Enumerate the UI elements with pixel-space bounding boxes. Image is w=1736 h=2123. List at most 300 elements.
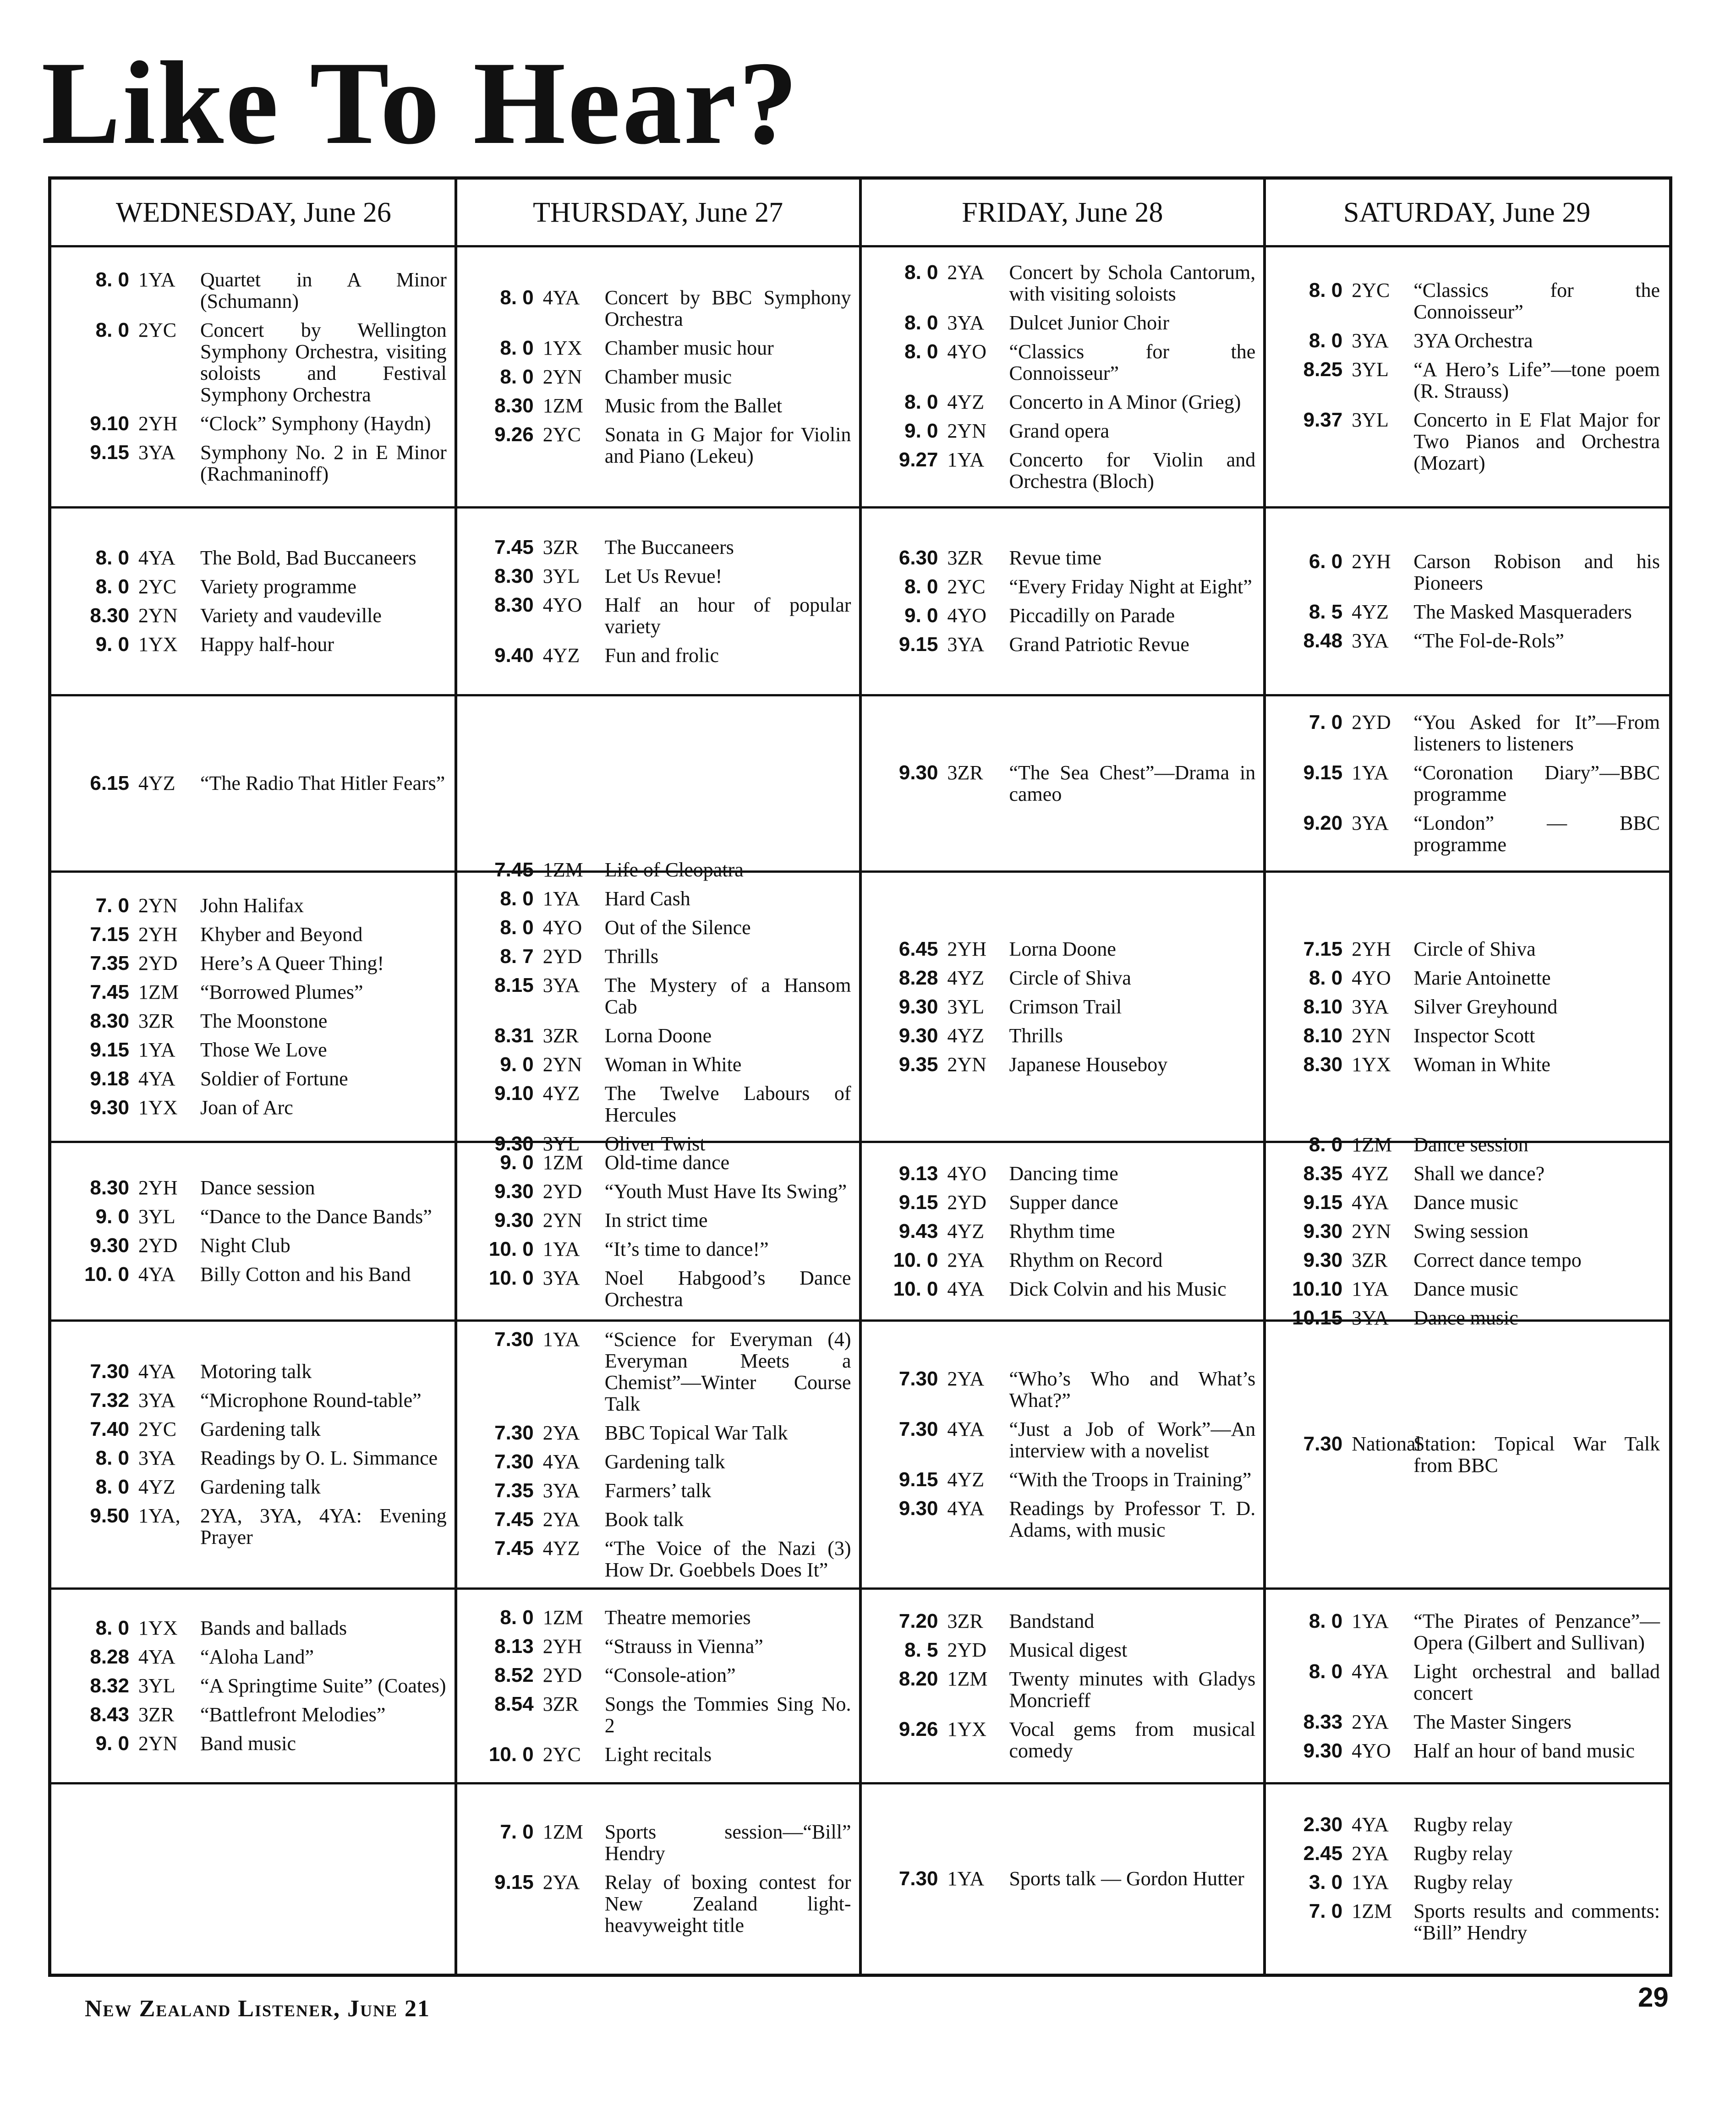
entry-time: 8.15 — [494, 974, 534, 996]
entry-programme: Light orchestral and ballad concert — [1413, 1660, 1660, 1704]
entry-programme: Variety and vaudeville — [200, 604, 382, 627]
programme-entry — [465, 1664, 851, 1686]
programme-entry — [1274, 1025, 1660, 1046]
programme-entry — [1274, 1711, 1660, 1733]
programme-entry — [465, 1744, 851, 1765]
programme-entry — [465, 1329, 851, 1415]
entry-time: 9. 0 — [95, 633, 129, 656]
programme-entry — [870, 938, 1256, 960]
entry-station: 2YA — [947, 1248, 985, 1271]
entry-station: 2YH — [138, 1176, 178, 1199]
programme-entry — [60, 576, 447, 597]
entry-station: 1ZM — [947, 1667, 988, 1690]
entry-time: 8. 0 — [1309, 1133, 1343, 1156]
programme-entry — [465, 1209, 851, 1231]
entry-time: 8.32 — [90, 1674, 129, 1697]
entry-time: 8. 0 — [500, 887, 534, 910]
entry-programme: 3YA Orchestra — [1413, 329, 1533, 352]
entry-programme: “Coronation Diary”—BBC programme — [1413, 761, 1660, 805]
entry-programme: Songs the Tommies Sing No. 2 — [604, 1692, 851, 1737]
entry-station: 2YH — [542, 1635, 582, 1658]
programme-entry — [870, 576, 1256, 597]
entry-programme: BBC Topical War Talk — [604, 1421, 788, 1444]
entry-station: 2YN — [138, 1732, 178, 1755]
entry-time: 7.20 — [898, 1609, 938, 1632]
entry-time: 7.30 — [494, 1328, 534, 1351]
entry-time: 8. 0 — [95, 575, 129, 598]
entry-programme: Concert by Schola Cantorum, with visiting soloists — [1009, 261, 1256, 305]
programme-entry — [1274, 279, 1660, 323]
entry-station: 4YA — [542, 286, 580, 309]
entry-programme: “It’s time to dance!” — [604, 1238, 769, 1260]
entry-station: 3ZR — [1352, 1248, 1388, 1271]
entry-programme: Readings by Professor T. D. Adams, with music — [1009, 1497, 1256, 1541]
programme-entry — [1274, 1661, 1660, 1704]
entry-station: 4YA — [947, 1497, 985, 1520]
entry-programme: Dance music — [1413, 1191, 1518, 1214]
entry-time: 9.30 — [1303, 1220, 1343, 1242]
programme-entry — [60, 605, 447, 626]
entry-time: 8. 0 — [95, 1617, 129, 1639]
entry-programme: Dulcet Junior Choir — [1009, 311, 1170, 334]
programme-entry — [465, 366, 851, 388]
entry-time: 8.28 — [898, 966, 938, 989]
programme-entry — [465, 424, 851, 467]
entry-time: 9.15 — [1303, 1191, 1343, 1214]
programme-entry — [465, 1509, 851, 1530]
entry-station: 4YO — [947, 340, 987, 363]
entry-station: 1YA — [138, 268, 175, 291]
programme-section — [458, 697, 859, 870]
entry-station: 2YD — [1352, 711, 1391, 733]
entry-time: 9.10 — [90, 412, 129, 435]
programme-entry — [465, 1238, 851, 1260]
entry-station: 4YZ — [138, 772, 175, 794]
programme-section — [1266, 248, 1667, 505]
entry-time: 7.30 — [898, 1368, 938, 1390]
programme-entry — [465, 536, 851, 558]
entry-station: 3YA — [1352, 811, 1389, 834]
entry-station: 2YC — [1352, 279, 1390, 301]
entry-time: 7.15 — [1303, 937, 1343, 960]
entry-programme: Joan of Arc — [200, 1096, 293, 1119]
programme-entry — [465, 1607, 851, 1628]
entry-time: 9.27 — [898, 448, 938, 471]
programme-section — [458, 248, 859, 505]
programme-entry — [465, 859, 851, 881]
programme-entry — [870, 996, 1256, 1018]
programme-section — [53, 873, 454, 1140]
programme-entry — [1274, 330, 1660, 351]
entry-time: 9.18 — [90, 1067, 129, 1090]
programme-entry — [465, 1693, 851, 1736]
entry-station: 3ZR — [138, 1010, 175, 1032]
entry-programme: Swing session — [1413, 1220, 1528, 1242]
programme-entry — [870, 341, 1256, 384]
entry-programme: Vocal gems from musical comedy — [1009, 1718, 1256, 1762]
entry-programme: Circle of Shiva — [1009, 966, 1131, 989]
entry-station: 2YN — [947, 1053, 987, 1076]
entry-station: 1YA — [542, 887, 580, 910]
entry-station: 2YN — [138, 894, 178, 917]
entry-time: 8. 0 — [1309, 966, 1343, 989]
entry-time: 9.30 — [494, 1180, 534, 1203]
entry-station: 4YZ — [947, 390, 985, 413]
programme-entry — [60, 1418, 447, 1440]
entry-time: 7. 0 — [1309, 1899, 1343, 1922]
programme-entry — [870, 420, 1256, 442]
programme-entry — [60, 1097, 447, 1118]
programme-entry — [1274, 996, 1660, 1018]
entry-station: 1YX — [138, 1096, 178, 1119]
entry-station: 2YH — [1352, 550, 1391, 573]
entry-time: 8.13 — [494, 1635, 534, 1658]
entry-time: 9.30 — [494, 1209, 534, 1231]
entry-station: 1YA — [138, 1039, 175, 1061]
programme-entry — [1274, 1054, 1660, 1075]
entry-station: 4YA — [138, 1360, 175, 1383]
programme-entry — [60, 1039, 447, 1061]
programme-entry — [870, 1025, 1256, 1046]
row-divider — [51, 506, 1669, 509]
entry-programme: Gardening talk — [604, 1450, 725, 1473]
entry-programme: Those We Love — [200, 1039, 327, 1061]
entry-station: 4YA — [1352, 1813, 1389, 1836]
entry-station: 1ZM — [542, 1606, 583, 1629]
entry-time: 10. 0 — [893, 1248, 938, 1271]
programme-section — [458, 1785, 859, 1972]
programme-entry — [60, 1264, 447, 1285]
entry-time: 6.45 — [898, 937, 938, 960]
programme-section — [53, 697, 454, 870]
entry-programme: Variety programme — [200, 575, 356, 598]
entry-time: 10.15 — [1292, 1306, 1343, 1329]
entry-time: 6.15 — [90, 772, 129, 794]
entry-time: 9. 0 — [500, 1053, 534, 1076]
entry-programme: The Moonstone — [200, 1010, 328, 1032]
entry-programme: Hard Cash — [604, 887, 690, 910]
entry-time: 8. 0 — [904, 390, 938, 413]
entry-programme: Here’s A Queer Thing! — [200, 952, 384, 974]
entry-time: 7.30 — [1303, 1432, 1343, 1455]
entry-programme: Station: Topical War Talk from BBC — [1413, 1432, 1660, 1477]
entry-programme: “Who’s Who and What’s What?” — [1009, 1368, 1256, 1412]
entry-programme: Sonata in G Major for Violin and Piano (Lekeu) — [604, 423, 851, 467]
entry-time: 9. 0 — [95, 1732, 129, 1755]
entry-station: 4YZ — [947, 966, 985, 989]
entry-time: 8.31 — [494, 1024, 534, 1047]
entry-time: 8.10 — [1303, 1024, 1343, 1047]
entry-time: 9. 0 — [95, 1205, 129, 1228]
entry-station: 4YA — [138, 1263, 175, 1286]
entry-programme: Sports session—“Bill” Hendry — [604, 1820, 851, 1865]
entry-station: 2YA — [947, 1368, 985, 1390]
entry-time: 9.15 — [90, 1039, 129, 1061]
programme-entry — [870, 1368, 1256, 1411]
programme-entry — [870, 967, 1256, 989]
programme-section — [1266, 1322, 1667, 1587]
entry-station: 2YH — [138, 412, 178, 435]
entry-time: 9. 0 — [500, 1151, 534, 1174]
programme-entry — [1274, 1192, 1660, 1213]
entry-station: 3YL — [542, 1132, 580, 1155]
entry-time: 8.35 — [1303, 1162, 1343, 1185]
entry-programme: “The Radio That Hitler Fears” — [200, 772, 445, 794]
programme-entry — [1274, 1220, 1660, 1242]
entry-station: 3YA — [542, 1267, 580, 1289]
programme-entry — [870, 391, 1256, 413]
entry-programme: Music from the Ballet — [604, 394, 783, 417]
entry-programme: Band music — [200, 1732, 296, 1755]
entry-programme: “Classics for the Connoisseur” — [1413, 279, 1660, 323]
programme-entry — [870, 547, 1256, 569]
entry-station: 2YD — [542, 945, 582, 968]
entry-station: 1ZM — [1352, 1899, 1392, 1922]
entry-time: 7.45 — [90, 981, 129, 1003]
entry-time: 7.40 — [90, 1418, 129, 1440]
entry-station: 2YD — [542, 1663, 582, 1686]
entry-station: 3ZR — [138, 1703, 175, 1726]
entry-time: 9.40 — [494, 644, 534, 667]
programme-entry — [465, 1422, 851, 1444]
entry-time: 8.30 — [90, 604, 129, 627]
entry-station: 4YZ — [947, 1468, 985, 1491]
entry-programme: Marie Antoinette — [1413, 966, 1551, 989]
programme-section — [862, 1590, 1263, 1781]
programme-entry — [1274, 1843, 1660, 1864]
entry-time: 7.45 — [494, 858, 534, 881]
programme-entry — [465, 888, 851, 909]
entry-station: 3ZR — [947, 547, 983, 569]
entry-station: 4YA — [542, 1450, 580, 1473]
entry-programme: Concert by Wellington Symphony Orchestra, visiting soloists and Festival Symphony Orchestra — [200, 318, 447, 406]
entry-programme: Twenty minutes with Gladys Moncrieff — [1009, 1667, 1256, 1712]
programme-entry — [465, 1025, 851, 1046]
entry-programme: “Classics for the Connoisseur” — [1009, 340, 1256, 384]
programme-entry — [60, 1068, 447, 1089]
entry-time: 8.30 — [90, 1010, 129, 1032]
programme-section — [862, 248, 1263, 505]
entry-time: 8.43 — [90, 1703, 129, 1726]
entry-station: 4YA — [947, 1418, 985, 1440]
programme-section — [53, 1322, 454, 1587]
programme-section — [53, 1144, 454, 1319]
entry-time: 8.28 — [90, 1646, 129, 1668]
entry-programme: Relay of boxing contest for New Zealand light-heavyweight title — [604, 1871, 851, 1937]
entry-time: 7.35 — [90, 952, 129, 974]
entry-station: 4YZ — [947, 1024, 985, 1047]
entry-programme: “Every Friday Night at Eight” — [1009, 575, 1252, 598]
programme-entry — [1274, 1163, 1660, 1184]
programme-section — [53, 1590, 454, 1781]
programme-entry — [870, 1418, 1256, 1461]
entry-programme: Bandstand — [1009, 1609, 1095, 1632]
entry-programme: Night Club — [200, 1234, 290, 1257]
entry-time: 9.30 — [494, 1132, 534, 1155]
entry-time: 8.20 — [898, 1667, 938, 1690]
programme-section — [458, 1322, 859, 1587]
entry-programme: Correct dance tempo — [1413, 1248, 1582, 1271]
entry-time: 8. 0 — [500, 1606, 534, 1629]
entry-programme: “With the Troops in Training” — [1009, 1468, 1252, 1491]
entry-programme: “Borrowed Plumes” — [200, 981, 363, 1003]
entry-station: 1YA, — [138, 1505, 181, 1527]
entry-programme: “You Asked for It”—From listeners to listeners — [1413, 711, 1660, 755]
programme-entry — [60, 1476, 447, 1498]
programme-entry — [1274, 967, 1660, 989]
programme-section — [1266, 509, 1667, 693]
programme-entry — [60, 1646, 447, 1668]
programme-entry — [465, 337, 851, 359]
entry-programme: Shall we dance? — [1413, 1162, 1545, 1185]
entry-time: 9.26 — [898, 1718, 938, 1740]
entry-programme: “Just a Job of Work”—An interview with a novelist — [1009, 1418, 1256, 1462]
entry-programme: Piccadilly on Parade — [1009, 604, 1175, 627]
entry-programme: Woman in White — [604, 1053, 742, 1076]
entry-station: 3YA — [138, 441, 175, 464]
programme-entry — [870, 1610, 1256, 1632]
programme-entry — [60, 442, 447, 485]
programme-entry — [1274, 1740, 1660, 1762]
entry-time: 9.15 — [898, 1468, 938, 1491]
entry-programme: Chamber music hour — [604, 336, 774, 359]
entry-station: 4YZ — [1352, 601, 1389, 623]
entry-time: 10. 0 — [488, 1238, 534, 1260]
entry-programme: Chamber music — [604, 365, 732, 388]
day-header: THURSDAY, June 27 — [533, 197, 783, 228]
entry-station: 1ZM — [542, 1151, 583, 1174]
programme-section — [458, 509, 859, 693]
programme-entry — [465, 1152, 851, 1173]
programme-entry — [60, 1675, 447, 1696]
programme-section — [862, 1322, 1263, 1587]
entry-time: 8. 0 — [95, 1447, 129, 1469]
programme-entry — [1274, 1278, 1660, 1300]
entry-station: 3YA — [138, 1447, 175, 1469]
entry-time: 8. 0 — [1309, 329, 1343, 352]
entry-station: 4YZ — [542, 644, 580, 667]
entry-time: 8. 0 — [904, 261, 938, 284]
programme-section — [1266, 1133, 1667, 1329]
entry-programme: Soldier of Fortune — [200, 1067, 348, 1090]
entry-time: 9.30 — [90, 1234, 129, 1257]
entry-station: 2YC — [542, 1743, 581, 1766]
programme-entry — [60, 1733, 447, 1754]
programme-entry — [60, 924, 447, 945]
entry-programme: Life of Cleopatra — [604, 858, 744, 881]
entry-time: 7.30 — [90, 1360, 129, 1383]
entry-time: 8. 0 — [500, 286, 534, 309]
programme-entry — [465, 1636, 851, 1657]
entry-station: 3YL — [138, 1205, 175, 1228]
entry-programme: Dick Colvin and his Music — [1009, 1277, 1227, 1300]
entry-programme: “Dance to the Dance Bands” — [200, 1205, 432, 1228]
entry-time: 8. 7 — [500, 945, 534, 968]
entry-programme: Fun and frolic — [604, 644, 719, 667]
entry-station: 3YA — [1352, 629, 1389, 652]
entry-time: 2.45 — [1303, 1842, 1343, 1865]
entry-programme: “Clock” Symphony (Haydn) — [200, 412, 431, 435]
programme-entry — [60, 1390, 447, 1411]
column-divider — [859, 180, 862, 1974]
programme-entry — [1274, 1814, 1660, 1835]
entry-time: 6. 0 — [1309, 550, 1343, 573]
column-divider — [455, 180, 457, 1974]
programme-entry — [870, 449, 1256, 492]
footer-publication: New Zealand Listener, June 21 — [85, 1996, 431, 2022]
entry-station: 1YX — [1352, 1053, 1391, 1076]
programme-section — [458, 858, 859, 1155]
programme-entry — [1274, 711, 1660, 755]
entry-programme: Rhythm on Record — [1009, 1248, 1163, 1271]
entry-programme: The Buccaneers — [604, 536, 734, 558]
entry-programme: Thrills — [604, 945, 659, 968]
programme-entry — [465, 1480, 851, 1501]
entry-programme: Out of the Silence — [604, 916, 751, 939]
programme-entry — [60, 895, 447, 916]
entry-programme: “The Sea Chest”—Drama in cameo — [1009, 761, 1256, 805]
entry-programme: Farmers’ talk — [604, 1479, 712, 1502]
entry-programme: Grand opera — [1009, 419, 1110, 442]
entry-station: 2YN — [1352, 1024, 1391, 1047]
day-header: SATURDAY, June 29 — [1343, 197, 1591, 228]
programme-entry — [870, 1054, 1256, 1075]
programme-entry — [60, 1704, 447, 1725]
programme-entry — [60, 981, 447, 1003]
entry-programme: Revue time — [1009, 547, 1102, 569]
entry-time: 9.15 — [90, 441, 129, 464]
programme-entry — [60, 1235, 447, 1256]
entry-time: 8. 0 — [95, 547, 129, 569]
programme-entry — [60, 952, 447, 974]
entry-station: 4YA — [138, 1646, 175, 1668]
entry-time: 7.15 — [90, 923, 129, 946]
entry-programme: “Microphone Round-table” — [200, 1389, 422, 1412]
entry-programme: “The Fol-de-Rols” — [1413, 629, 1564, 652]
entry-programme: Oliver Twist — [604, 1132, 706, 1155]
entry-programme: Crimson Trail — [1009, 995, 1122, 1018]
entry-programme: Lorna Doone — [604, 1024, 712, 1047]
programme-entry — [465, 917, 851, 938]
entry-programme: Rhythm time — [1009, 1220, 1115, 1242]
programme-entry — [465, 287, 851, 330]
programme-entry — [1274, 601, 1660, 623]
entry-station: 3ZR — [947, 761, 983, 784]
entry-programme: Dance music — [1413, 1277, 1518, 1300]
programme-entry — [870, 1498, 1256, 1541]
programme-entry — [60, 1447, 447, 1469]
entry-station: 3ZR — [947, 1609, 983, 1632]
entry-time: 9.30 — [898, 1497, 938, 1520]
programme-entry — [60, 1206, 447, 1227]
programme-entry — [1274, 551, 1660, 594]
entry-station: 2YC — [542, 423, 581, 446]
entry-time: 8. 0 — [95, 1476, 129, 1498]
entry-time: 9.20 — [1303, 811, 1343, 834]
entry-station: 3YA — [542, 974, 580, 996]
programme-entry — [870, 1163, 1256, 1184]
entry-programme: The Master Singers — [1413, 1710, 1572, 1733]
entry-time: 8.54 — [494, 1692, 534, 1715]
programme-entry — [60, 1010, 447, 1032]
entry-programme: 2YA, 3YA, 4YA: Evening Prayer — [200, 1505, 447, 1548]
entry-time: 8. 0 — [904, 340, 938, 363]
entry-time: 7.30 — [898, 1418, 938, 1440]
entry-station: 1YX — [542, 336, 582, 359]
entry-time: 9.43 — [898, 1220, 938, 1242]
programme-entry — [870, 762, 1256, 805]
entry-station: 1ZM — [138, 981, 179, 1003]
